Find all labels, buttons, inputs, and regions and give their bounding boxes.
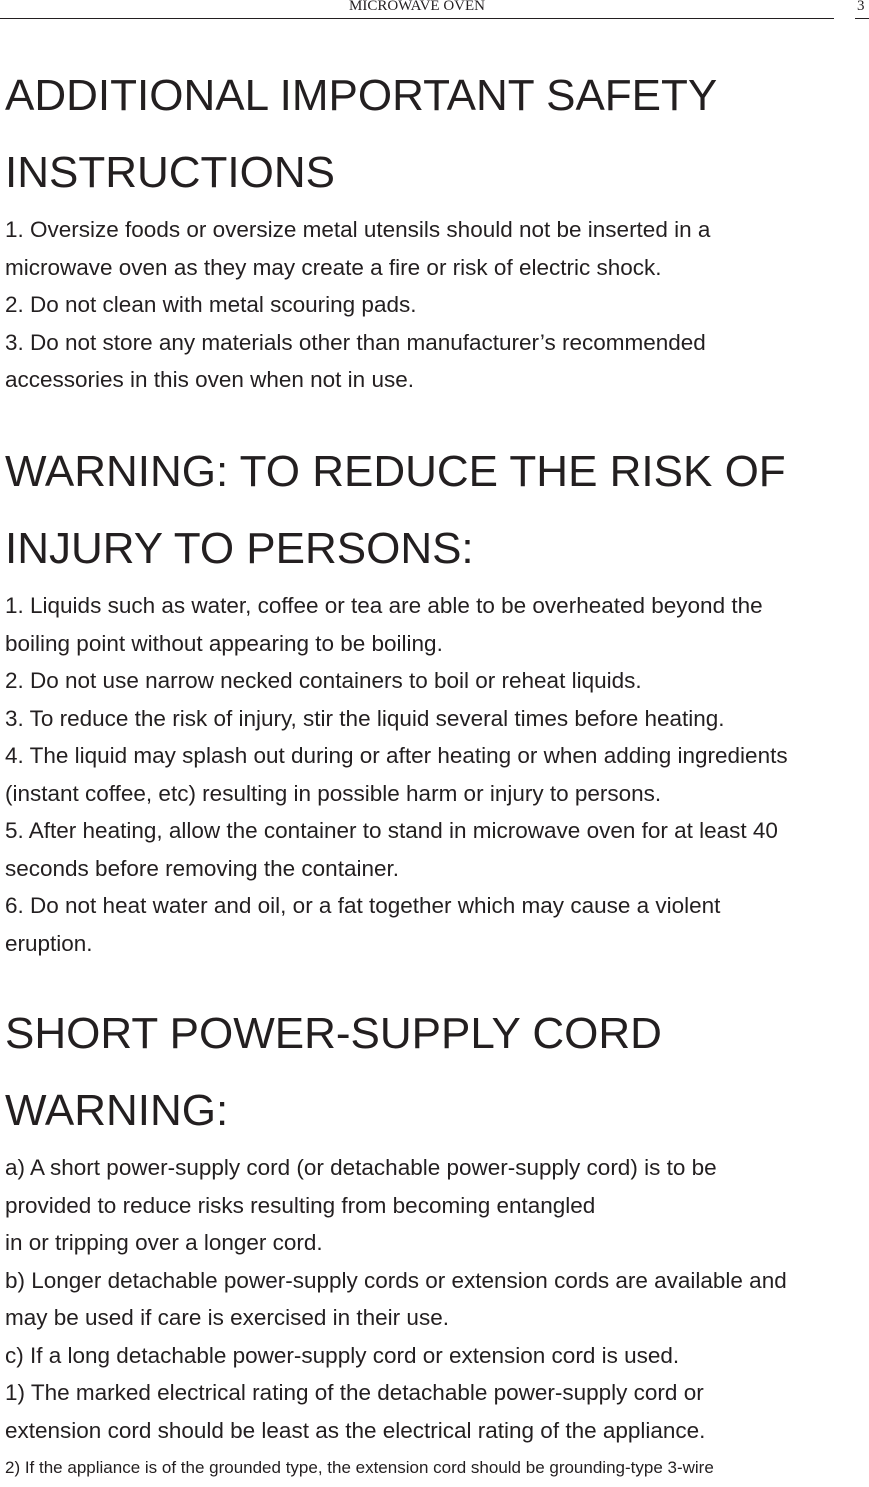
instruction-line: 1) The marked electrical rating of the detachable power-supply cord or <box>5 1380 704 1405</box>
page-number-rule <box>855 18 869 19</box>
section-additional-safety <box>5 57 869 399</box>
instruction-line: a) A short power-supply cord (or detachable power-supply cord) is to be <box>5 1155 717 1180</box>
instruction-list <box>5 211 869 399</box>
section-heading-line: INJURY TO PERSONS: <box>5 524 474 573</box>
section-heading-line: WARNING: <box>5 1086 229 1135</box>
instruction-line: 3. To reduce the risk of injury, stir the liquid several times before heating. <box>5 705 725 731</box>
running-header-title: MICROWAVE OVEN <box>349 0 485 14</box>
instruction-line: eruption. <box>5 930 93 956</box>
instruction-line: c) If a long detachable power-supply cord or extension cord is used. <box>5 1342 680 1368</box>
instruction-line: accessories in this oven when not in use. <box>5 367 414 392</box>
instruction-line: extension cord should be least as the electrical rating of the appliance. <box>5 1417 706 1443</box>
instruction-line: microwave oven as they may create a fire or risk of electric shock. <box>5 254 662 280</box>
section-heading-line: ADDITIONAL IMPORTANT SAFETY <box>5 71 718 120</box>
instruction-line: 2. Do not clean with metal scouring pads. <box>5 292 417 317</box>
instruction-line: 5. After heating, allow the container to stand in microwave oven for at least 40 <box>5 818 778 843</box>
instruction-line: boiling point without appearing to be boiling. <box>5 630 443 656</box>
section-heading-line: WARNING: TO REDUCE THE RISK OF <box>5 447 786 496</box>
instruction-line: 2) If the appliance is of the grounded type, the extension cord should be grounding-type 3-wire <box>5 1458 714 1477</box>
instruction-line: 2. Do not use narrow necked containers to boil or reheat liquids. <box>5 668 642 693</box>
instruction-line: may be used if care is exercised in their use. <box>5 1305 449 1330</box>
instruction-line: 6. Do not heat water and oil, or a fat together which may cause a violent <box>5 893 721 918</box>
page-number: 3 <box>857 0 865 14</box>
section-heading-line: SHORT POWER-SUPPLY CORD <box>5 1009 662 1058</box>
section-heading-line: INSTRUCTIONS <box>5 148 335 197</box>
instruction-line: 1. Liquids such as water, coffee or tea are able to be overheated beyond the <box>5 593 763 618</box>
instruction-line: 3. Do not store any materials other than manufacturer’s recommended <box>5 329 706 355</box>
instruction-line: in or tripping over a longer cord. <box>5 1230 323 1255</box>
instruction-line: b) Longer detachable power-supply cords or extension cords are available and <box>5 1267 787 1293</box>
instruction-line: seconds before removing the container. <box>5 855 399 881</box>
instruction-line: 1. Oversize foods or oversize metal utensils should not be inserted in a <box>5 217 711 242</box>
instruction-line: provided to reduce risks resulting from becoming entangled <box>5 1192 596 1218</box>
instruction-line: 4. The liquid may splash out during or after heating or when adding ingredients <box>5 743 788 768</box>
section-injury-warning <box>5 433 869 962</box>
instruction-list <box>5 587 869 962</box>
section-power-cord-warning <box>5 995 869 1487</box>
instruction-list <box>5 1149 869 1487</box>
header-rule <box>0 18 834 19</box>
instruction-line: (instant coffee, etc) resulting in possible harm or injury to persons. <box>5 780 662 806</box>
